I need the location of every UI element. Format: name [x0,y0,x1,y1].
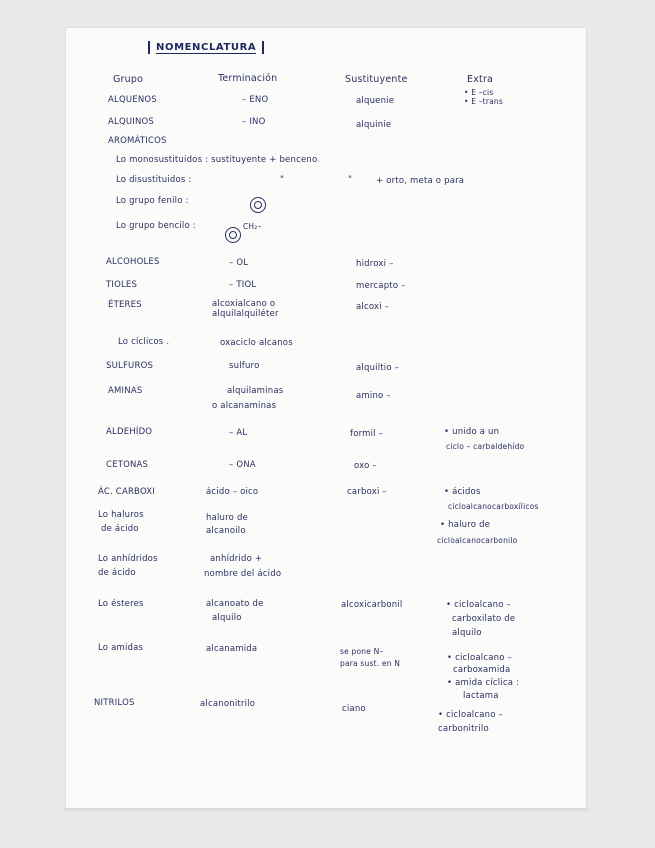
row-sulfuros-terminacion: sulfuro [229,361,260,371]
row-alquenos-sustituyente: alquenie [356,96,395,106]
row-haluros-terminacion-2: alcanoilo [206,526,246,536]
row-alcoholes-terminacion: – OL [229,258,249,268]
aromaticos-di-label: Lo disustituidos : [116,175,192,185]
row-esteres-sustituyente: alcoxicarbonil [341,600,403,610]
row-aromaticos-grupo: AROMÁTICOS [108,136,167,146]
row-carbox-sustituyente: carboxi – [347,487,387,497]
aromaticos-di-rest: + orto, meta o para [376,176,465,186]
row-eteres-terminacion: alcoxialcano o alquilalquiléter [212,299,279,319]
row-alquenos-extra-2: • E –trans [464,97,503,106]
row-amidas-grupo: Lo amidas [98,643,144,653]
row-aldehido-grupo: ALDEHÍDO [106,427,153,437]
row-alcoholes-grupo: ALCOHOLES [106,257,160,267]
row-alquinos-terminacion: – INO [242,117,266,127]
row-alquenos-grupo: ALQUENOS [108,95,157,105]
row-haluros-extra-2: cicloalcanocarbonilo [437,536,518,545]
benzyl-ring-drawing [225,227,241,243]
row-nitrilos-grupo: NITRILOS [94,698,135,708]
aromaticos-fenilo: Lo grupo fenilo : [116,196,189,206]
row-alquenos-terminacion: – ENO [242,95,269,105]
row-carbox-extra-2: cicloalcanocarboxílicos [448,502,539,511]
row-aldehido-terminacion: – AL [229,428,248,438]
header-grupo: Grupo [113,74,144,85]
aromaticos-di-quote-1: " [280,175,285,185]
row-nitrilos-sustituyente: ciano [342,704,366,714]
row-alcoholes-sustituyente: hidroxi – [356,259,394,269]
row-anhidridos-grupo-2: de ácido [98,568,136,578]
row-esteres-extra-2: carboxilato de [452,614,516,624]
row-carbox-grupo: ÁC. CARBOXI [98,487,156,497]
row-amidas-sustituyente-1: se pone N– [340,647,384,656]
row-amidas-terminacion: alcanamida [206,644,258,654]
row-haluros-extra-1: • haluro de [440,520,491,530]
row-carbox-terminacion: ácido – oico [206,487,259,497]
row-nitrilos-extra-1: • cicloalcano – [438,710,503,720]
row-nitrilos-terminacion: alcanonitrilo [200,699,256,709]
row-aminas-terminacion-1: alquilaminas [227,386,284,396]
row-esteres-terminacion-2: alquilo [212,613,242,623]
row-cetonas-terminacion: – ONA [229,460,256,470]
row-amidas-sustituyente-2: para sust. en N [340,659,401,668]
row-aldehido-extra-2: ciclo – carbaldehído [446,442,525,451]
ciclicos-value: oxaciclo alcanos [220,338,293,348]
row-eteres-grupo: ÉTERES [108,300,142,310]
header-terminacion: Terminación [218,73,278,84]
row-eteres-sustituyente: alcoxi – [356,302,390,312]
row-sulfuros-sustituyente: alquiltio – [356,363,400,373]
row-amidas-extra-2: carboxamida [453,665,511,675]
row-haluros-grupo-2: de ácido [101,524,139,534]
aromaticos-mono: Lo monosustituidos : sustituyente + benceno [116,155,318,165]
row-nitrilos-extra-2: carbonitrilo [438,724,489,734]
row-haluros-grupo-1: Lo haluros [98,510,144,520]
row-esteres-terminacion-1: alcanoato de [206,599,264,609]
row-sulfuros-grupo: SULFUROS [106,361,154,371]
row-anhidridos-grupo-1: Lo anhídridos [98,554,158,564]
row-anhidridos-terminacion-2: nombre del ácido [204,569,282,579]
phenyl-ring-drawing [250,197,266,213]
header-sustituyente: Sustituyente [345,74,408,85]
row-aminas-terminacion-2: o alcanaminas [212,401,277,411]
row-amidas-extra-3: • amida cíclica : [447,678,520,688]
aromaticos-bencilo: Lo grupo bencilo : [116,221,196,231]
ciclicos-label: Lo cíclicos . [118,337,170,347]
row-aldehido-sustituyente: formil – [350,429,384,439]
row-aminas-grupo: AMINAS [108,386,143,396]
row-esteres-extra-3: alquilo [452,628,482,638]
title-text: NOMENCLATURA [156,42,257,53]
row-tioles-grupo: TIOLES [106,280,138,290]
row-alquenos-extra-1: • E –cis [464,88,494,97]
row-amidas-extra-1: • cicloalcano – [447,653,512,663]
row-tioles-terminacion: – TIOL [229,280,257,290]
header-extra: Extra [467,74,494,85]
row-carbox-extra-1: • ácidos [444,487,481,497]
row-cetonas-grupo: CETONAS [106,460,149,470]
row-aminas-sustituyente: amino – [356,391,391,401]
row-cetonas-sustituyente: oxo – [354,461,377,471]
aromaticos-ch2: CH₂– [243,222,262,231]
row-amidas-extra-4: lactama [463,691,499,701]
aromaticos-di-quote-2: " [348,175,353,185]
row-esteres-extra-1: • cicloalcano – [446,600,511,610]
row-aldehido-extra-1: • unido a un [444,427,500,437]
row-esteres-grupo: Lo ésteres [98,599,144,609]
row-haluros-terminacion-1: haluro de [206,513,248,523]
row-tioles-sustituyente: mercapto – [356,281,406,291]
row-alquinos-grupo: ALQUINOS [108,117,155,127]
page-title [148,41,264,54]
row-anhidridos-terminacion-1: anhídrido + [210,554,263,564]
page-edge [64,808,588,814]
row-alquinos-sustituyente: alquinie [356,120,392,130]
